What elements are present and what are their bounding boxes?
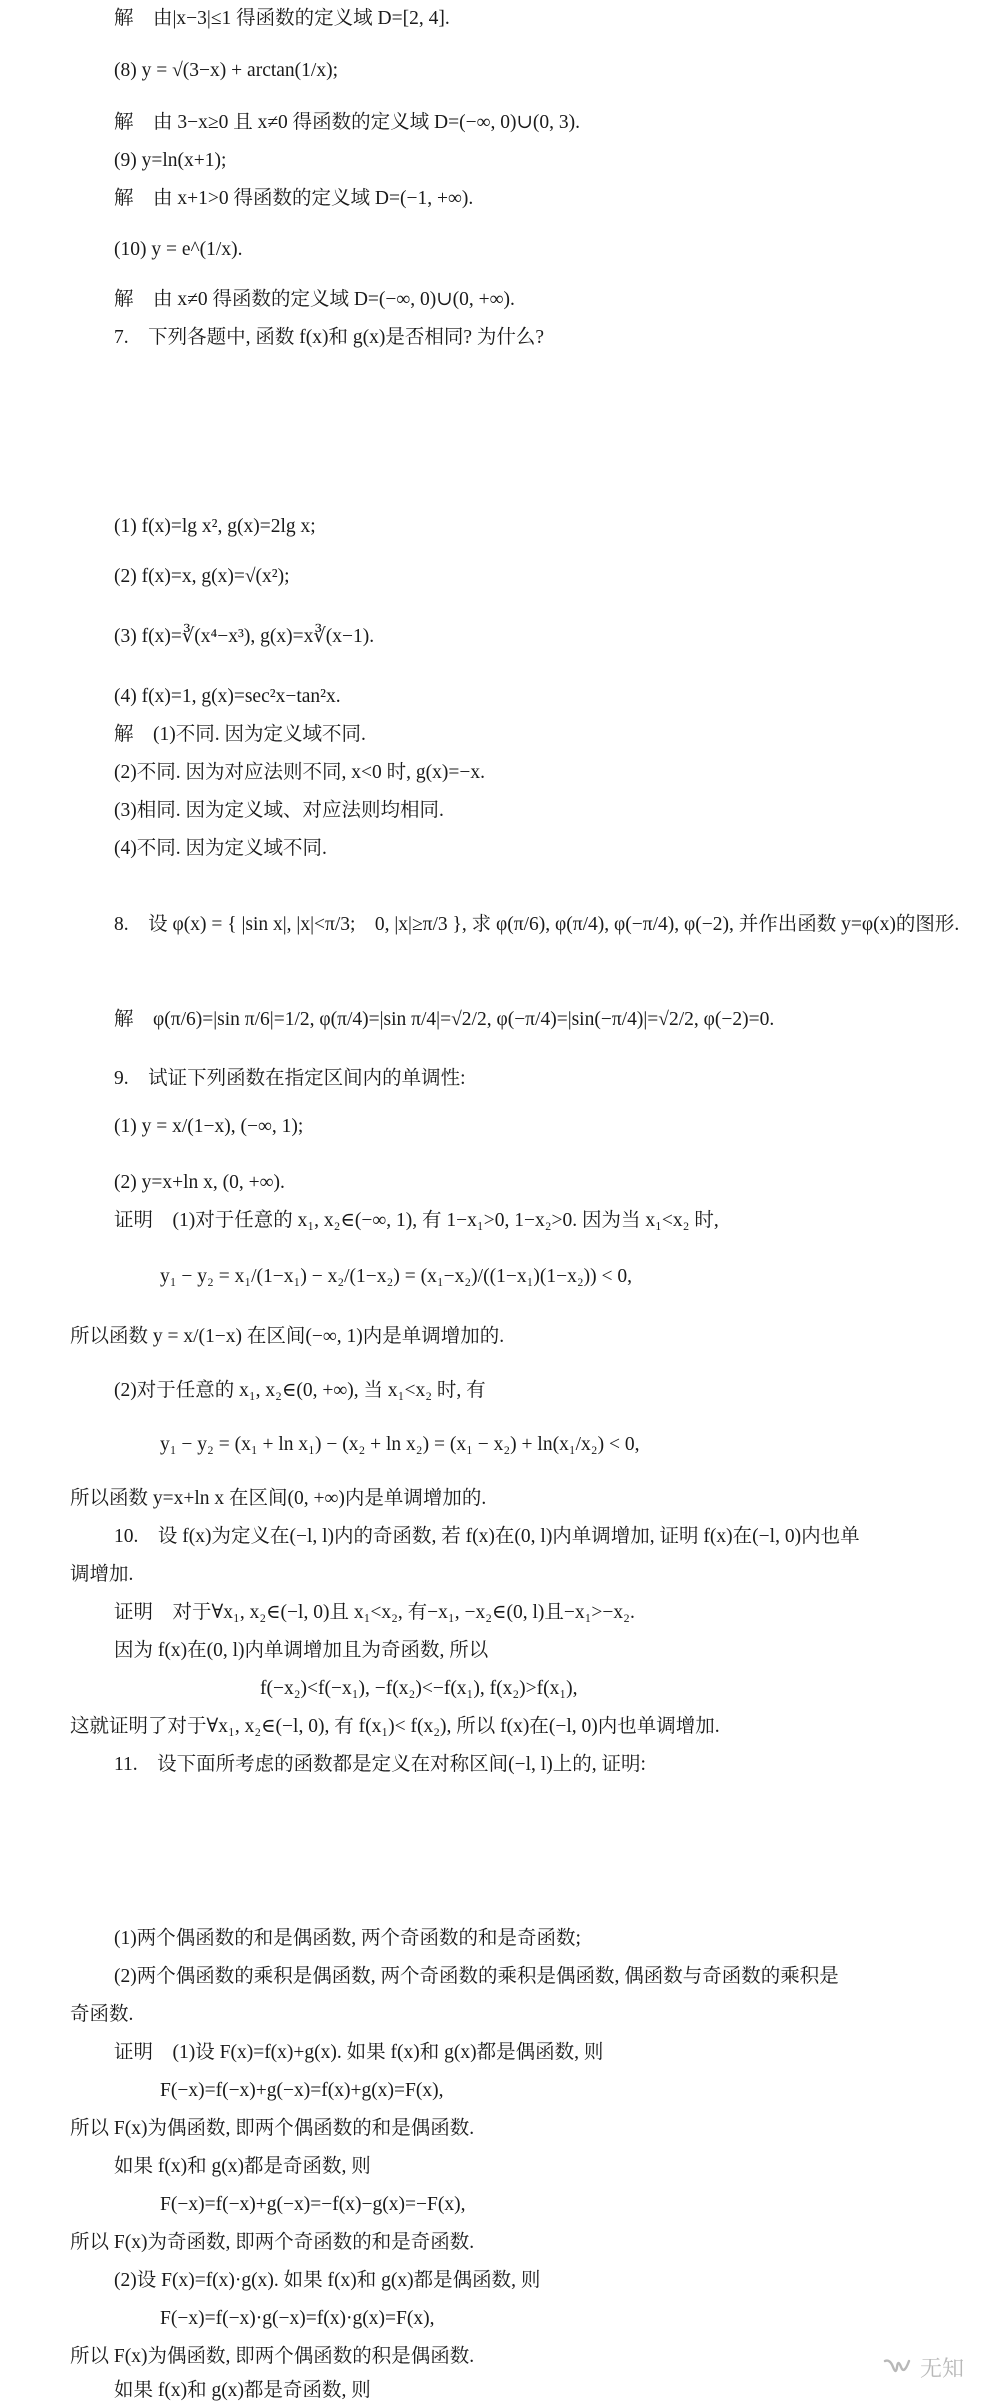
text-line: F(−x)=f(−x)+g(−x)=f(x)+g(x)=F(x), [160, 2080, 444, 2101]
text-line: (4) f(x)=1, g(x)=sec²x−tan²x. [114, 686, 341, 707]
text-line: (4)不同. 因为定义域不同. [114, 838, 327, 859]
text-line: (2)两个偶函数的乘积是偶函数, 两个奇函数的乘积是偶函数, 偶函数与奇函数的乘积是 [114, 1966, 839, 1987]
text-line: 所以 F(x)为偶函数, 即两个偶函数的和是偶函数. [70, 2118, 475, 2139]
text-line: y₁ − y₂ = (x₁ + ln x₁) − (x₂ + ln x₂) = (x₁ − x₂) + ln(x₁/x₂) < 0, [160, 1434, 640, 1455]
text-line: 8. 设 φ(x) = { |sin x|, |x|<π/3; 0, |x|≥π/3 }, 求 φ(π/6), φ(π/4), φ(−π/4), φ(−2), 并作出函数 y=φ(x)的图形. [114, 914, 960, 935]
text-line: 解 由 x≠0 得函数的定义域 D=(−∞, 0)∪(0, +∞). [114, 289, 515, 310]
text-line: (3) f(x)=∛(x⁴−x³), g(x)=x∛(x−1). [114, 626, 375, 647]
text-line: 解 (1)不同. 因为定义域不同. [114, 724, 366, 745]
text-line: 所以函数 y=x+ln x 在区间(0, +∞)内是单调增加的. [70, 1488, 487, 1509]
text-line: (2)不同. 因为对应法则不同, x<0 时, g(x)=−x. [114, 762, 485, 783]
text-line: 如果 f(x)和 g(x)都是奇函数, 则 [114, 2156, 371, 2177]
text-line: (2)对于任意的 x₁, x₂∈(0, +∞), 当 x₁<x₂ 时, 有 [114, 1380, 486, 1401]
text-line: 11. 设下面所考虑的函数都是定义在对称区间(−l, l)上的, 证明: [114, 1754, 646, 1775]
text-line: 证明 (1)对于任意的 x₁, x₂∈(−∞, 1), 有 1−x₁>0, 1−x₂>0. 因为当 x₁<x₂ 时, [114, 1210, 719, 1231]
text-line: (9) y=ln(x+1); [114, 150, 227, 171]
text-line: 7. 下列各题中, 函数 f(x)和 g(x)是否相同? 为什么? [114, 327, 545, 348]
text-line: f(−x₂)<f(−x₁), −f(x₂)<−f(x₁), f(x₂)>f(x₁), [260, 1678, 578, 1699]
text-line: 所以 F(x)为奇函数, 即两个奇函数的和是奇函数. [70, 2232, 475, 2253]
text-line: 因为 f(x)在(0, l)内单调增加且为奇函数, 所以 [114, 1640, 489, 1661]
text-line: F(−x)=f(−x)+g(−x)=−f(x)−g(x)=−F(x), [160, 2194, 466, 2215]
text-line: 解 由|x−3|≤1 得函数的定义域 D=[2, 4]. [114, 8, 450, 29]
text-line: (1)两个偶函数的和是偶函数, 两个奇函数的和是奇函数; [114, 1928, 581, 1949]
text-line: (10) y = e^(1/x). [114, 239, 243, 260]
text-line: y₁ − y₂ = x₁/(1−x₁) − x₂/(1−x₂) = (x₁−x₂)/((1−x₁)(1−x₂)) < 0, [160, 1266, 633, 1287]
text-line: 这就证明了对于∀x₁, x₂∈(−l, 0), 有 f(x₁)< f(x₂), 所以 f(x)在(−l, 0)内也单调增加. [70, 1716, 720, 1737]
text-line: 证明 对于∀x₁, x₂∈(−l, 0)且 x₁<x₂, 有−x₁, −x₂∈(0, l)且−x₁>−x₂. [114, 1602, 635, 1623]
text-line: 解 由 x+1>0 得函数的定义域 D=(−1, +∞). [114, 188, 474, 209]
text-line: 如果 f(x)和 g(x)都是奇函数, 则 [114, 2380, 371, 2401]
text-line: (1) f(x)=lg x², g(x)=2lg x; [114, 516, 316, 537]
text-line: F(−x)=f(−x)·g(−x)=f(x)·g(x)=F(x), [160, 2308, 435, 2329]
text-line: 调增加. [70, 1564, 134, 1585]
text-line: 所以函数 y = x/(1−x) 在区间(−∞, 1)内是单调增加的. [70, 1326, 505, 1347]
text-line: (3)相同. 因为定义域、对应法则均相同. [114, 800, 444, 821]
text-line: 奇函数. [70, 2004, 134, 2025]
text-line: (2)设 F(x)=f(x)·g(x). 如果 f(x)和 g(x)都是偶函数, 则 [114, 2270, 541, 2291]
text-line: 9. 试证下列函数在指定区间内的单调性: [114, 1068, 466, 1089]
wechat-channel-icon [882, 2357, 912, 2379]
text-line: (2) f(x)=x, g(x)=√(x²); [114, 566, 290, 587]
text-line: (2) y=x+ln x, (0, +∞). [114, 1172, 285, 1193]
text-line: (8) y = √(3−x) + arctan(1/x); [114, 60, 338, 81]
watermark-text: 无知 [919, 2356, 964, 2381]
text-line: 所以 F(x)为偶函数, 即两个偶函数的积是偶函数. [70, 2346, 475, 2367]
text-line: 10. 设 f(x)为定义在(−l, l)内的奇函数, 若 f(x)在(0, l)内单调增加, 证明 f(x)在(−l, 0)内也单 [114, 1526, 860, 1547]
watermark [882, 2352, 964, 2383]
text-line: 解 φ(π/6)=|sin π/6|=1/2, φ(π/4)=|sin π/4|=√2/2, φ(−π/4)=|sin(−π/4)|=√2/2, φ(−2)=0. [114, 1009, 775, 1030]
text-line: 证明 (1)设 F(x)=f(x)+g(x). 如果 f(x)和 g(x)都是偶函数, 则 [114, 2042, 604, 2063]
text-line: 解 由 3−x≥0 且 x≠0 得函数的定义域 D=(−∞, 0)∪(0, 3). [114, 112, 580, 133]
text-line: (1) y = x/(1−x), (−∞, 1); [114, 1116, 304, 1137]
